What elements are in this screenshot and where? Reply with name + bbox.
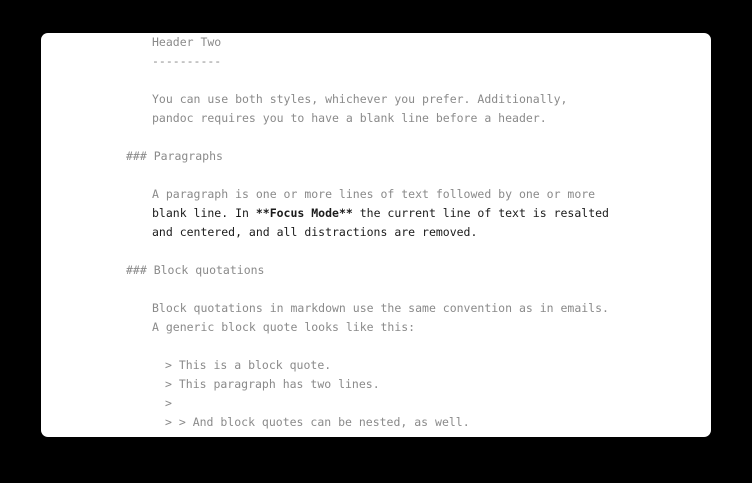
document-blank-line[interactable] — [41, 280, 711, 299]
document-blank-line[interactable] — [41, 128, 711, 147]
document-line[interactable]: and centered, and all distractions are removed. — [152, 225, 478, 239]
document-line[interactable]: ### Paragraphs — [126, 149, 223, 163]
document-line[interactable]: ### Block quotations — [126, 263, 265, 277]
document-line[interactable]: > > And block quotes can be nested, as well. — [165, 415, 470, 429]
document-line[interactable]: ---------- — [152, 54, 222, 68]
document-line[interactable]: > This paragraph has two lines. — [165, 377, 380, 391]
document-blank-line[interactable] — [41, 337, 711, 356]
document-blank-line[interactable] — [41, 242, 711, 261]
document-line[interactable]: > This is a block quote. — [165, 358, 332, 372]
document-blank-line[interactable] — [41, 166, 711, 185]
document-line[interactable]: > — [165, 396, 172, 410]
document-line[interactable]: pandoc requires you to have a blank line before a header. — [152, 111, 547, 125]
document-blank-line[interactable] — [41, 71, 711, 90]
document-line[interactable]: A paragraph is one or more lines of text followed by one or more — [152, 187, 596, 201]
document-text-area[interactable] — [41, 33, 711, 432]
document-line[interactable]: You can use both styles, whichever you prefer. Additionally, — [152, 92, 568, 106]
document-line[interactable]: A generic block quote looks like this: — [152, 320, 416, 334]
bold-emphasis-text: **Focus Mode** — [255, 206, 353, 220]
markdown-editor-window[interactable] — [41, 33, 711, 437]
document-line[interactable]: Header Two — [152, 35, 222, 49]
document-line[interactable]: Block quotations in markdown use the same convention as in emails. — [152, 301, 609, 315]
document-line[interactable]: blank line. In **Focus Mode** the current line of text is resalted — [152, 206, 609, 220]
